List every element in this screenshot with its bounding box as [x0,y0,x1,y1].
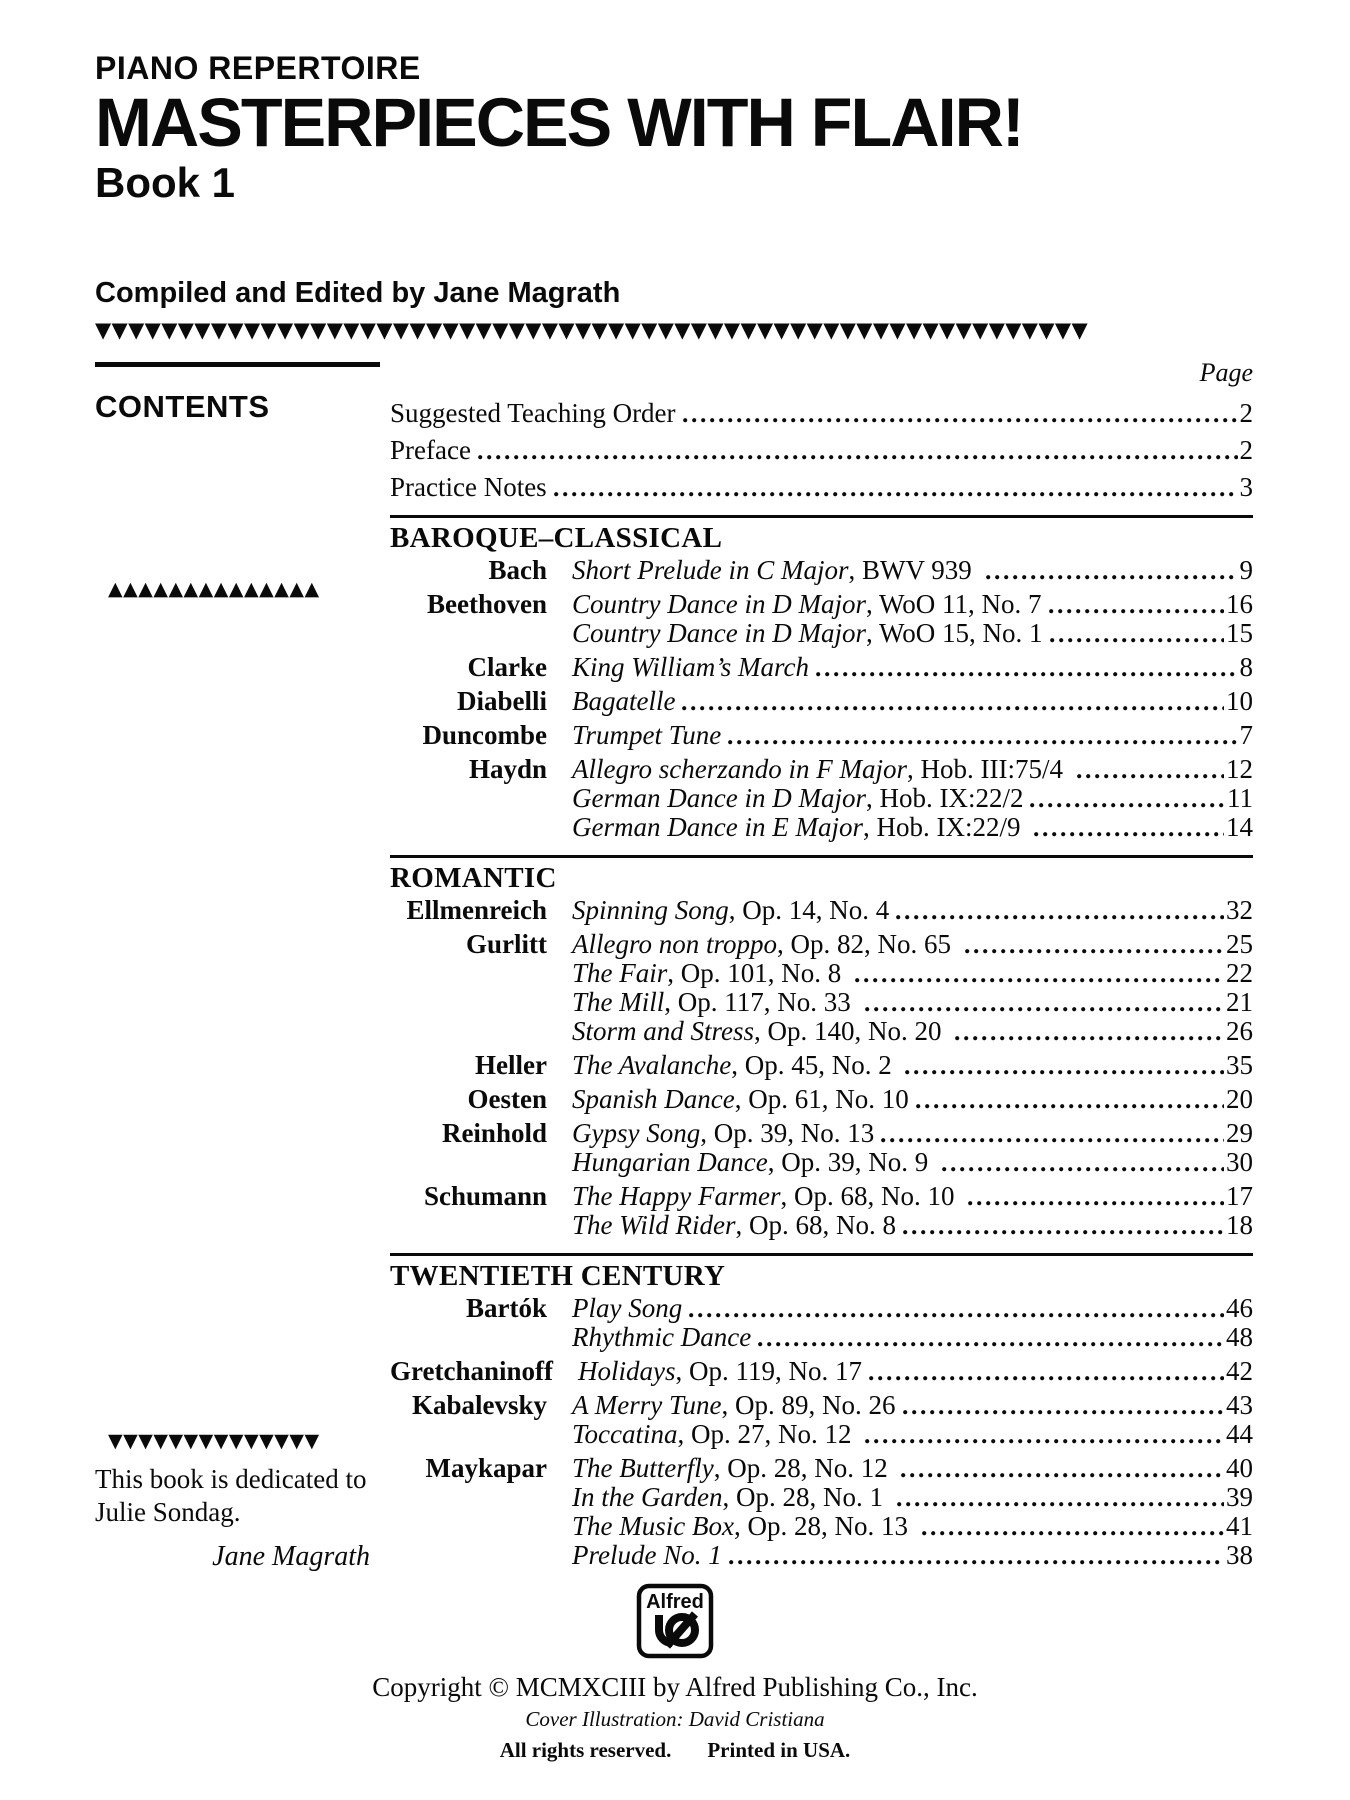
dotted-leader [896,915,1224,920]
toc-entry-page: 35 [1226,1050,1253,1080]
toc-entry-row [390,960,1253,989]
piece-opus: , Op. 45, No. 2 [731,1050,899,1080]
dotted-leader [901,1473,1224,1478]
toc-entry-main [547,1511,1253,1542]
toc-entry-row [390,591,1253,620]
toc-section [390,855,1253,1241]
piece-title: The Happy Farmer [572,1181,781,1211]
dotted-leader [689,1313,1224,1318]
toc-entry-row [390,814,1253,843]
toc-entry-page: 25 [1226,929,1253,959]
piece-opus: , Op. 117, No. 33 [664,987,858,1017]
page-column-label: Page [1199,358,1253,387]
piece-opus: , Op. 14, No. 4 [728,895,890,925]
dedication-text [95,1463,385,1529]
piece-title: Storm and Stress [572,1016,755,1046]
dotted-leader [1034,832,1224,837]
toc-entry-page: 29 [1226,1118,1253,1148]
composer-name: Beethoven [427,589,547,619]
dotted-leader [968,1201,1224,1206]
toc-section [390,515,1253,843]
up-triangle-row: ▲▲▲▲▲▲▲▲▲▲▲▲▲▲ [108,578,320,600]
piece-title: Trumpet Tune [572,720,722,750]
composer-name: Oesten [467,1084,547,1114]
toc-entry-main [547,1540,1253,1571]
toc-entry-main [547,895,1253,926]
toc-entry-main [547,1390,1253,1421]
toc-entry-main [547,929,1253,960]
piece-title: Prelude No. 1 [572,1540,722,1570]
toc-entry-title: Preface [390,435,471,465]
piece-title: Toccatina [572,1419,678,1449]
composer-name: Bach [488,555,547,585]
piece-title: German Dance in E Major [572,812,863,842]
toc-entry-row [390,989,1253,1018]
dotted-leader [903,1230,1224,1235]
dotted-leader [1077,774,1224,779]
page-footer [0,1583,1350,1763]
dotted-leader [916,1104,1224,1109]
toc-entry-page: 26 [1226,1016,1253,1046]
toc-entry-row [390,620,1253,649]
piece-title: Holidays [578,1356,676,1386]
copyright-line: Copyright © MCMXCIII by Alfred Publishing Co., Inc. [372,1672,978,1702]
table-of-contents [390,358,1253,1571]
toc-entry-main [553,1356,1253,1387]
section-header: TWENTIETH CENTURY [390,1260,726,1292]
page-header [95,52,1255,310]
dotted-leader [955,1036,1224,1041]
composer-name: Clarke [467,652,547,682]
toc-entry-title: Suggested Teaching Order [390,398,676,428]
toc-entry-main [547,754,1253,785]
dotted-leader [1030,803,1225,808]
alfred-logo [636,1583,714,1664]
piece-title: German Dance in D Major [572,783,866,813]
toc-entry-page: 18 [1226,1210,1253,1240]
toc-entry-main [547,987,1253,1018]
series-label: PIANO REPERTOIRE [95,50,421,86]
composer-name: Heller [475,1050,547,1080]
section-entries [390,897,1253,1241]
toc-entry-page: 12 [1226,754,1253,784]
toc-entry-page: 11 [1227,783,1253,813]
author-signature: Jane Magrath [212,1541,370,1572]
toc-entry-row [390,688,1253,717]
piece-opus: , Op. 28, No. 13 [733,1511,915,1541]
front-matter-list [390,392,1253,503]
toc-front-matter-row [390,392,1253,429]
piece-title: Allegro non troppo [572,929,777,959]
toc-entry-title: Practice Notes [390,472,547,502]
toc-entry-page: 7 [1239,720,1253,750]
piece-title: Short Prelude in C Major [572,555,849,585]
toc-entry-main [547,589,1253,620]
toc-entry-row [390,1421,1253,1450]
composer-name: Schumann [423,1181,547,1211]
piece-title: Country Dance in D Major [572,618,866,648]
piece-title: In the Garden [572,1482,723,1512]
piece-title: Spanish Dance [572,1084,735,1114]
toc-entry-main [547,555,1253,586]
toc-entry-main [547,1084,1253,1115]
toc-entry-main [547,1181,1253,1212]
toc-entry-page: 8 [1239,652,1253,682]
toc-entry-row [390,1392,1253,1421]
piece-opus: , Op. 89, No. 26 [721,1390,896,1420]
toc-entry-row [390,1295,1253,1324]
toc-entry-main [547,1118,1253,1149]
rights-reserved: All rights reserved. [499,1738,672,1762]
toc-entry-row [390,1149,1253,1178]
dotted-leader [1049,609,1224,614]
toc-entry-main [547,686,1253,717]
piece-opus: , Op. 27, No. 12 [677,1419,859,1449]
section-entries [390,557,1253,843]
piece-opus: , Op. 28, No. 1 [722,1482,890,1512]
piece-opus: , Op. 119, No. 17 [675,1356,862,1386]
toc-entry-row [390,785,1253,814]
toc-entry-row [390,1018,1253,1047]
piece-opus: , Op. 140, No. 20 [754,1016,949,1046]
toc-entry-page: 22 [1226,958,1253,988]
toc-entry-row [390,1484,1253,1513]
dotted-leader [965,949,1224,954]
triangle-divider-row: ▼▼▼▼▼▼▼▼▼▼▼▼▼▼▼▼▼▼▼▼▼▼▼▼▼▼▼▼▼▼▼▼▼▼▼▼▼▼▼▼▼▼▼▼▼▼▼▼▼▼▼▼▼▼▼▼▼▼▼▼ [95,320,1088,341]
toc-entry-main [547,1453,1253,1484]
toc-entry-page: 48 [1226,1322,1253,1352]
composer-name: Haydn [468,754,547,784]
dotted-leader [881,1138,1224,1143]
toc-entry-page: 40 [1226,1453,1253,1483]
toc-entry-page: 44 [1226,1419,1253,1449]
toc-entry-main [547,1482,1253,1513]
toc-entry-row [390,557,1253,586]
toc-entry-page: 30 [1226,1147,1253,1177]
piece-title: Allegro scherzando in F Major [572,754,907,784]
printed-in: Printed in USA. [707,1738,851,1762]
toc-entry-main [547,783,1253,814]
toc-entry-main [547,1322,1253,1353]
dotted-leader [897,1502,1224,1507]
contents-block [95,362,385,425]
piece-opus: , Hob. III:75/4 [906,754,1070,784]
section-header: BAROQUE–CLASSICAL [390,522,723,554]
dedication-block [95,1432,385,1573]
toc-entry-main [547,1293,1253,1324]
dotted-leader [869,1376,1224,1381]
toc-entry-row [390,897,1253,926]
toc-entry-main [547,1210,1253,1241]
section-list [390,515,1253,1571]
toc-entry-page: 43 [1226,1390,1253,1420]
piece-opus: , Op. 28, No. 12 [713,1453,895,1483]
book-title: MASTERPIECES WITH FLAIR! [95,83,1023,161]
toc-entry-main [547,1050,1253,1081]
piece-opus: , Op. 61, No. 10 [734,1084,909,1114]
toc-entry-page: 2 [1239,398,1253,428]
toc-entry-row [390,1183,1253,1212]
toc-entry-row [390,1086,1253,1115]
toc-entry-page: 3 [1239,472,1253,502]
piece-opus: , BWV 939 [848,555,979,585]
piece-opus: , Op. 39, No. 9 [767,1147,935,1177]
toc-entry-row [390,756,1253,785]
piece-title: A Merry Tune [572,1390,722,1420]
piece-opus: , Hob. IX:22/2 [865,783,1024,813]
toc-entry-page: 9 [1239,555,1253,585]
toc-entry-row [390,1358,1253,1387]
dotted-leader [683,418,1238,423]
contents-label: CONTENTS [95,389,270,424]
section-header: ROMANTIC [390,862,557,894]
toc-entry-page: 14 [1226,812,1253,842]
piece-opus: , Hob. IX:22/9 [862,812,1028,842]
composer-name: Diabelli [456,686,547,716]
piece-title: The Avalanche [572,1050,732,1080]
toc-entry-page: 46 [1226,1293,1253,1323]
toc-entry-page: 41 [1226,1511,1253,1541]
toc-entry-row [390,1120,1253,1149]
alfred-logo-text: Alfred [646,1591,704,1613]
dotted-leader [554,492,1238,497]
dotted-leader [758,1342,1224,1347]
toc-entry-page: 16 [1226,589,1253,619]
toc-entry-main [547,812,1253,843]
dotted-leader [865,1439,1224,1444]
dotted-leader [816,672,1237,677]
toc-entry-main [547,1147,1253,1178]
toc-entry-main [547,958,1253,989]
toc-section [390,1253,1253,1571]
toc-entry-row [390,1542,1253,1571]
toc-entry-row [390,722,1253,751]
cover-illustration-credit: Cover Illustration: David Cristiana [525,1707,825,1731]
piece-title: Play Song [572,1293,683,1323]
piece-opus: , Op. 39, No. 13 [700,1118,875,1148]
piece-title: The Fair [572,958,668,988]
toc-entry-main [547,1016,1253,1047]
composer-name: Gretchaninoff [390,1356,553,1386]
piece-title: Bagatelle [572,686,676,716]
dedication-line2: Julie Sondag. [95,1497,241,1527]
piece-title: The Music Box [572,1511,734,1541]
rights-line [0,1738,1350,1763]
piece-opus: , Op. 68, No. 10 [780,1181,962,1211]
piece-title: The Butterfly [572,1453,714,1483]
toc-front-matter-row [390,429,1253,466]
composer-name: Maykapar [425,1453,547,1483]
toc-entry-page: 32 [1226,895,1253,925]
piece-title: The Wild Rider [572,1210,736,1240]
dotted-leader [728,740,1237,745]
toc-entry-row [390,1212,1253,1241]
toc-entry-page: 10 [1226,686,1253,716]
dotted-leader [903,1410,1225,1415]
piece-opus: , Op. 68, No. 8 [735,1210,896,1240]
piece-title: Rhythmic Dance [572,1322,752,1352]
piece-opus: , Op. 101, No. 8 [667,958,849,988]
composer-name: Kabalevsky [411,1390,547,1420]
toc-entry-row [390,1052,1253,1081]
composer-name: Gurlitt [466,929,547,959]
toc-entry-row [390,1324,1253,1353]
dotted-leader [682,706,1224,711]
toc-entry-row [390,654,1253,683]
toc-entry-page: 17 [1226,1181,1253,1211]
toc-entry-main [547,618,1253,649]
piece-title: Hungarian Dance [572,1147,768,1177]
composer-name: Reinhold [441,1118,547,1148]
toc-entry-row [390,1455,1253,1484]
piece-title: The Mill [572,987,665,1017]
dedication-line1: This book is dedicated to [95,1464,367,1494]
toc-entry-main [547,652,1253,683]
piece-title: Gypsy Song [572,1118,701,1148]
toc-entry-page: 21 [1226,987,1253,1017]
toc-entry-page: 15 [1226,618,1253,648]
toc-entry-page: 20 [1226,1084,1253,1114]
down-triangle-row: ▼▼▼▼▼▼▼▼▼▼▼▼▼▼ [108,1430,320,1452]
dotted-leader [986,575,1238,580]
piece-title: Country Dance in D Major [572,589,866,619]
toc-entry-main [547,1419,1253,1450]
byline: Compiled and Edited by Jane Magrath [95,276,621,309]
piece-opus: , Op. 82, No. 65 [777,929,958,959]
composer-name: Ellmenreich [406,895,547,925]
piece-title: King William’s March [572,652,810,682]
toc-entry-page: 38 [1226,1540,1253,1570]
piece-title: Spinning Song [572,895,729,925]
dotted-leader [865,1007,1225,1012]
dotted-leader [855,978,1224,983]
piece-opus: , WoO 11, No. 7 [865,589,1042,619]
toc-entry-page: 2 [1239,435,1253,465]
composer-name: Bartók [466,1293,547,1323]
dotted-leader [729,1560,1224,1565]
dotted-leader [905,1070,1224,1075]
contents-rule [95,362,380,367]
dotted-leader [1050,638,1224,643]
composer-name: Duncombe [422,720,547,750]
dotted-leader [478,455,1238,460]
toc-entry-row [390,1513,1253,1542]
toc-front-matter-row [390,466,1253,503]
dotted-leader [942,1167,1224,1172]
toc-entry-page: 39 [1226,1482,1253,1512]
dotted-leader [922,1531,1224,1536]
toc-entry-page: 42 [1226,1356,1253,1386]
section-entries [390,1295,1253,1571]
toc-entry-main [547,720,1253,751]
book-number: Book 1 [95,158,236,206]
toc-entry-row [390,931,1253,960]
piece-opus: , WoO 15, No. 1 [865,618,1043,648]
